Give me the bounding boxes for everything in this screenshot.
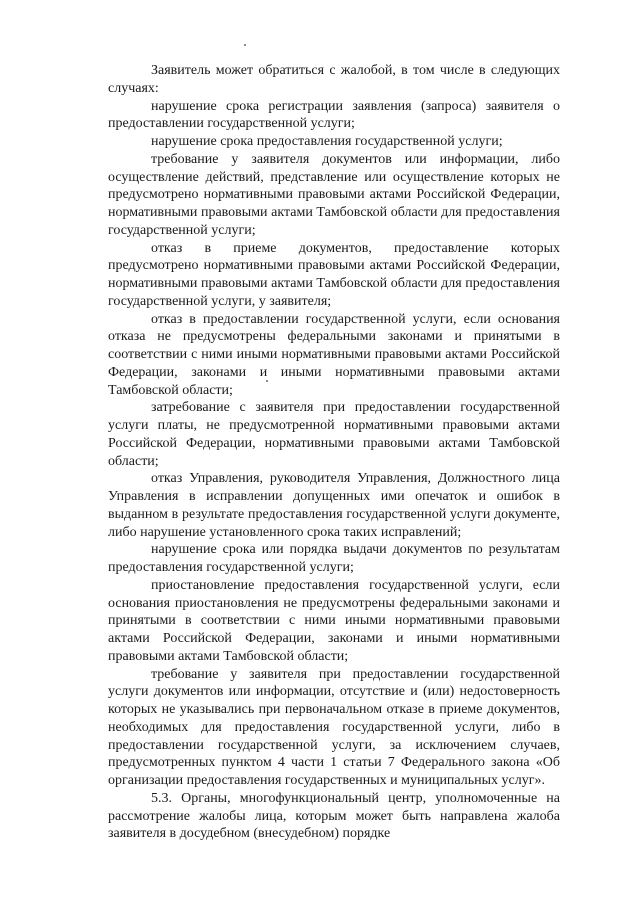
scan-speck	[244, 44, 246, 46]
scan-speck	[266, 380, 268, 382]
list-item-registration-deadline: нарушение срока регистрации заявления (запроса) заявителя о предоставлении государственной услуги;	[108, 98, 560, 132]
section-5-3-paragraph: 5.3. Органы, многофункциональный центр, уполномоченные на рассмотрение жалобы лица, которым может быть направлена жалоба заявителя в досудебном (внесудебном) порядке	[108, 790, 560, 842]
list-item-suspension: приостановление предоставления государственной услуги, если основания приостановления не предусмотрены федеральными законами и принятыми в соответствии с ними иными нормативными правовыми актами Российской Федерации, законами и иными нормативными правовыми актами Тамбовской области;	[108, 577, 560, 664]
list-item-document-requirement: требование у заявителя документов или информации, либо осуществление действий, представление или осуществление которых не предусмотрено нормативными правовыми актами Российской Федерации, нормативными правовыми актами Тамбовской области для предоставления государственной услуги;	[108, 151, 560, 238]
document-page	[108, 62, 560, 843]
intro-paragraph: Заявитель может обратиться с жалобой, в том числе в следующих случаях:	[108, 63, 560, 96]
list-item-issuance-violation: нарушение срока или порядка выдачи документов по результатам предоставления государственной услуги;	[108, 542, 560, 575]
list-item-service-deadline: нарушение срока предоставления государственной услуги;	[151, 134, 503, 149]
list-item-fee-demand: затребование с заявителя при предоставлении государственной услуги платы, не предусмотренной нормативными правовыми актами Российской Федерации, нормативными правовыми актами Тамбовской области;	[108, 400, 560, 469]
list-item-service-refusal: отказ в предоставлении государственной услуги, если основания отказа не предусмотрены федеральными законами и принятыми в соответствии с ними иными нормативными правовыми актами Российской Федерации, законами и иными нормативными правовыми актами Тамбовской области;	[108, 311, 560, 398]
list-item-acceptance-refusal: отказ в приеме документов, предоставление которых предусмотрено нормативными правовыми актами Российской Федерации, нормативными правовыми актами Тамбовской области для предоставления государственной услуги, у заявителя;	[108, 240, 560, 309]
list-item-correction-refusal: отказ Управления, руководителя Управления, Должностного лица Управления в исправлении допущенных ими опечаток и ошибок в выданном в результате предоставления государственной услуги документе, либо нарушение установленного срока таких исправлений;	[108, 471, 560, 540]
list-item-undisclosed-requirement: требование у заявителя при предоставлении государственной услуги документов или информации, отсутствие и (или) недостоверность которых не указывались при первоначальном отказе в приеме документов, необходимых для предоставления государственной услуги, либо в предоставлении государственной услуги, за исключением случаев, предусмотренных пунктом 4 части 1 статьи 7 Федерального закона «Об организации предоставления государственных и муниципальных услуг».	[108, 666, 560, 788]
